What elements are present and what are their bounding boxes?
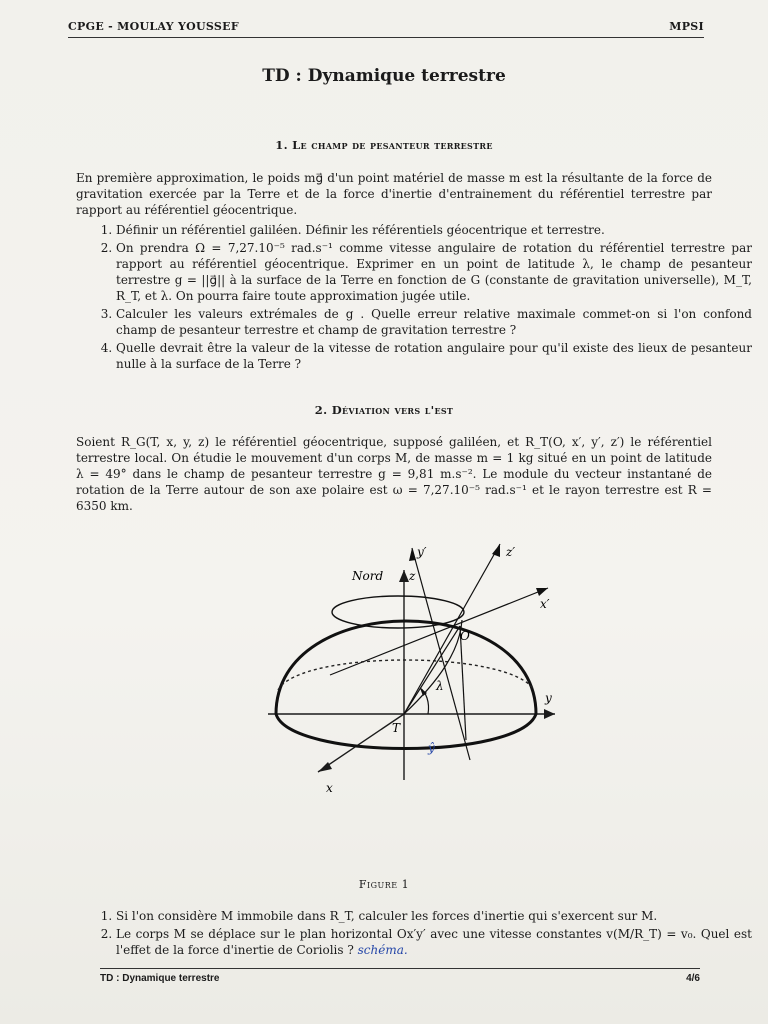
earth-frames-figure (0, 530, 768, 860)
label-y-prime: y′ (417, 545, 427, 559)
section1-questions (76, 222, 752, 374)
list-item: 1. Définir un référentiel galiléen. Définir les référentiels géocentrique et terrestre. (116, 222, 752, 238)
page-number: 4/6 (686, 973, 700, 984)
label-z: z (409, 569, 416, 583)
header-class: MPSI (669, 20, 704, 33)
list-item: 1. Si l'on considère M immobile dans R_T, calculer les forces d'inertie qui s'exercent sur M. (116, 908, 752, 924)
label-y: y (545, 691, 552, 705)
list-item (116, 926, 752, 958)
page-header (68, 20, 704, 38)
section1-intro: En première approximation, le poids mg⃗ d'un point matériel de masse m est la résultante de la force de gravitation exercée par la Terre et de la force d'inertie d'entrainement du référentiel terrestre par rapport au référentiel géocentrique. (76, 171, 712, 217)
list-item: 4. Quelle devrait être la valeur de la vitesse de rotation angulaire pour qu'il existe des lieux de pesanteur nulle à la surface de la Terre ? (116, 340, 752, 372)
label-nord: Nord (352, 569, 384, 583)
page-footer (100, 968, 700, 984)
equator-back (278, 660, 534, 690)
label-O: O (460, 629, 470, 643)
section2-questions (76, 908, 752, 960)
label-handwritten: ŷ (428, 741, 435, 755)
page-title: TD : Dynamique terrestre (262, 66, 506, 86)
footer-title: TD : Dynamique terrestre (100, 973, 220, 984)
figure-caption: Figure 1 (358, 878, 410, 891)
section1-heading: 1. Le champ de pesanteur terrestre (275, 138, 493, 152)
handwritten-note: schéma. (357, 943, 408, 957)
label-T: T (392, 721, 401, 735)
header-school: CPGE - MOULAY YOUSSEF (68, 20, 239, 33)
equator-front (276, 714, 536, 749)
latitude-circle (332, 596, 464, 628)
question-text: Le corps M se déplace sur le plan horizontal Ox′y′ avec une vitesse constantes v(M/R_T) = v₀. Quel est l'effet de la force d'inertie de Coriolis ? (116, 927, 752, 957)
radius-line (404, 626, 460, 714)
label-z-prime: z′ (506, 545, 516, 559)
y-prime-arrow-icon (409, 548, 416, 561)
projection-line (460, 626, 466, 740)
x-prime-arrow-icon (536, 588, 548, 596)
label-lambda: λ (436, 679, 444, 693)
label-x-prime: x′ (540, 597, 550, 611)
z-arrow-icon (399, 570, 409, 582)
list-item: 2. On prendra Ω = 7,27.10⁻⁵ rad.s⁻¹ comme vitesse angulaire de rotation du référentiel terrestre par rapport au référentiel géocentrique. Exprimer en un point de latitude λ, le champ de pesanteur terrestre g = ||g⃗|| à la surface de la Terre en fonction de G (constante de gravitation universelle), M_T, R_T, et λ. On pourra faire toute approximation jugée utile. (116, 240, 752, 304)
y-arrow-icon (544, 709, 555, 719)
section2-heading: 2. Déviation vers l'est (314, 403, 454, 417)
section2-intro: Soient R_G(T, x, y, z) le référentiel géocentrique, supposé galiléen, et R_T(O, x′, y′, z′) le référentiel terrestre local. On étudie le mouvement d'un corps M, de masse m = 1 kg situé en un point de latitude λ = 49° dans le champ de pesanteur terrestre g = 9,81 m.s⁻². Le module du vecteur instantané de rotation de la Terre autour de son axe polaire est ω = 7,27.10⁻⁵ rad.s⁻¹ et le rayon terrestre est R = 6350 km. (76, 435, 712, 513)
list-item: 3. Calculer les valeurs extrémales de g . Quelle erreur relative maximale commet-on si l'on confond champ de pesanteur terrestre et champ de gravitation terrestre ? (116, 306, 752, 338)
hemisphere-outline (276, 621, 536, 714)
label-x: x (326, 781, 333, 795)
